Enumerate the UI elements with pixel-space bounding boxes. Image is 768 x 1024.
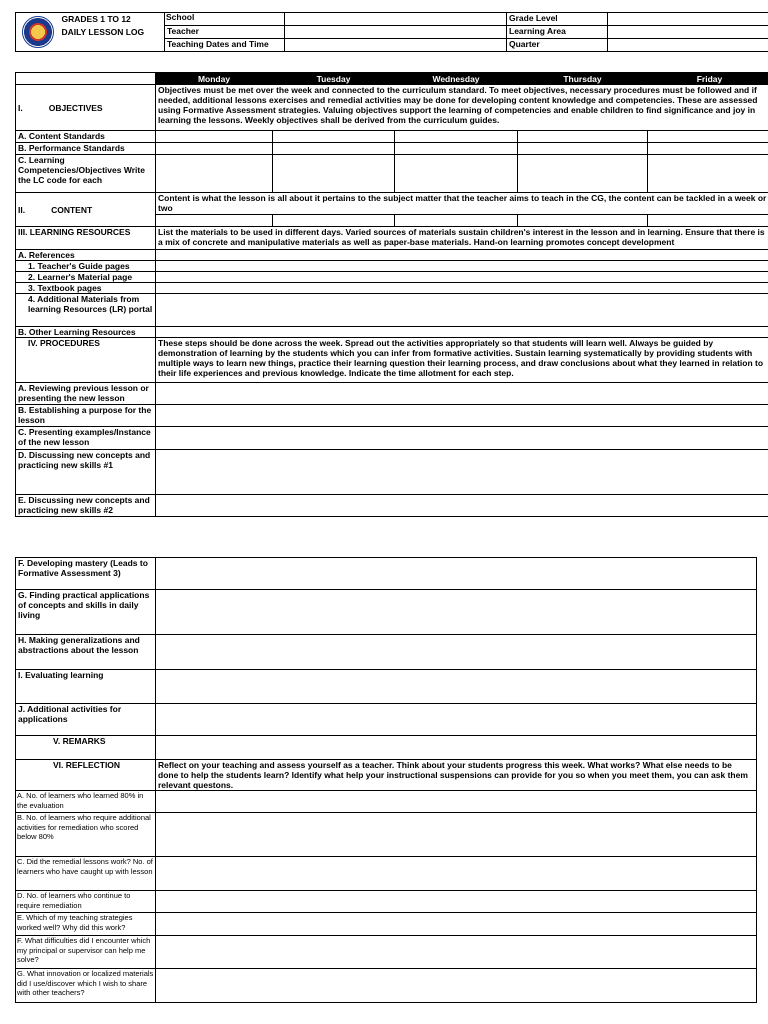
remarks-heading: V. REMARKS	[16, 736, 156, 760]
content-fri[interactable]	[648, 215, 768, 227]
objectives-guide: Objectives must be met over the week and connected to the curriculum standard. To meet objectives, necessary procedures must be followed and if needed, additional lessons exercises and remedial activities may be done for developing content knowledge and competencies. These are assessed using Formative Assessment strategies. Valuing objectives support the learning of competencies and enable children to find significance and joy in learning the lessons. Weekly objectives shall be derived from the curriculum guides.	[156, 85, 768, 131]
objectives-heading	[16, 85, 156, 131]
textbook-field[interactable]	[156, 283, 768, 294]
ref-c-label: C. Did the remedial lessons work? No. of learners who have caught up with lesson	[16, 857, 156, 891]
deped-seal-logo	[22, 16, 54, 48]
proc-h-label: H. Making generalizations and abstractions about the lesson	[16, 635, 156, 670]
content-standards-tue[interactable]	[273, 131, 395, 143]
proc-a-label: A. Reviewing previous lesson or presenting the new lesson	[16, 383, 156, 405]
teaching-dates-label: Teaching Dates and Time	[165, 39, 285, 52]
content-tue[interactable]	[273, 215, 395, 227]
proc-f-label: F. Developing mastery (Leads to Formative Assessment 3)	[16, 558, 156, 590]
proc-i-label: I. Evaluating learning	[16, 670, 156, 704]
day-thursday: Thursday	[518, 73, 648, 85]
performance-standards-mon[interactable]	[156, 143, 273, 155]
ref-f-field[interactable]	[156, 936, 757, 969]
learning-competencies-label: C. Learning Competencies/Objectives Write the LC code for each	[16, 155, 156, 193]
proc-b-label: B. Establishing a purpose for the lesson	[16, 405, 156, 427]
lesson-log-table-2	[15, 557, 757, 1003]
grade-level-field[interactable]	[608, 13, 768, 26]
additional-materials-label: 4. Additional Materials from learning Resources (LR) portal	[16, 294, 156, 327]
proc-e-field[interactable]	[156, 495, 768, 517]
proc-d-label: D. Discussing new concepts and practicing new skills #1	[16, 450, 156, 495]
header-table	[15, 12, 768, 52]
proc-e-label: E. Discussing new concepts and practicing new skills #2	[16, 495, 156, 517]
teachers-guide-field[interactable]	[156, 261, 768, 272]
proc-d-field[interactable]	[156, 450, 768, 495]
teachers-guide-label: 1. Teacher's Guide pages	[16, 261, 156, 272]
proc-g-label: G. Finding practical applications of concepts and skills in daily living	[16, 590, 156, 635]
school-field[interactable]	[285, 13, 507, 26]
proc-h-field[interactable]	[156, 635, 757, 670]
deped-seal-cell	[16, 13, 60, 52]
title-line1: GRADES 1 TO 12	[61, 14, 131, 24]
performance-standards-tue[interactable]	[273, 143, 395, 155]
teacher-field[interactable]	[285, 26, 507, 39]
title-cell	[60, 13, 165, 52]
additional-materials-field[interactable]	[156, 294, 768, 327]
grade-level-label: Grade Level	[507, 13, 608, 26]
learning-competencies-mon[interactable]	[156, 155, 273, 193]
days-corner	[16, 73, 156, 85]
reflection-guide: Reflect on your teaching and assess yourself as a teacher. Think about your students progress this week. What works? What else needs to be done to help the students learn? Identify what help your instructional suspensions can provide for you so when you meet them, you can ask them relevant questons.	[156, 760, 757, 791]
learning-competencies-tue[interactable]	[273, 155, 395, 193]
ref-e-label: E. Which of my teaching strategies worked well? Why did this work?	[16, 913, 156, 936]
learning-competencies-wed[interactable]	[395, 155, 518, 193]
content-num: II.	[18, 204, 26, 215]
school-label: School	[165, 13, 285, 26]
proc-c-label: C. Presenting examples/Instance of the new lesson	[16, 427, 156, 450]
learning-resources-guide: List the materials to be used in different days. Varied sources of materials sustain children's interest in the lesson and in learning. Ensure that there is a mix of concrete and manipulative materials as well as paper-base materials. Hand-on learning promotes concept development	[156, 227, 768, 250]
proc-g-field[interactable]	[156, 590, 757, 635]
content-standards-mon[interactable]	[156, 131, 273, 143]
ref-c-field[interactable]	[156, 857, 757, 891]
day-tuesday: Tuesday	[273, 73, 395, 85]
ref-g-field[interactable]	[156, 969, 757, 1003]
other-resources-label: B. Other Learning Resources	[16, 327, 156, 338]
day-friday: Friday	[648, 73, 768, 85]
ref-d-label: D. No. of learners who continue to require remediation	[16, 891, 156, 913]
content-wed[interactable]	[395, 215, 518, 227]
ref-d-field[interactable]	[156, 891, 757, 913]
title-line2: DAILY LESSON LOG	[61, 27, 145, 37]
ref-e-field[interactable]	[156, 913, 757, 936]
ref-g-label: G. What innovation or localized materials did I use/discover which I wish to share with other teachers?	[16, 969, 156, 1003]
reflection-heading: VI. REFLECTION	[16, 760, 156, 791]
references-label: A. References	[16, 250, 156, 261]
proc-j-field[interactable]	[156, 704, 757, 736]
ref-a-label: A. No. of learners who learned 80% in the evaluation	[16, 791, 156, 813]
day-wednesday: Wednesday	[395, 73, 518, 85]
content-standards-thu[interactable]	[518, 131, 648, 143]
learners-material-label: 2. Learner's Material page	[16, 272, 156, 283]
performance-standards-wed[interactable]	[395, 143, 518, 155]
proc-a-field[interactable]	[156, 383, 768, 405]
proc-f-field[interactable]	[156, 558, 757, 590]
other-resources-field[interactable]	[156, 327, 768, 338]
ref-a-field[interactable]	[156, 791, 757, 813]
learners-material-field[interactable]	[156, 272, 768, 283]
quarter-field[interactable]	[608, 39, 768, 52]
teacher-label: Teacher	[165, 26, 285, 39]
content-standards-wed[interactable]	[395, 131, 518, 143]
references-field[interactable]	[156, 250, 768, 261]
ref-b-field[interactable]	[156, 813, 757, 857]
lesson-log-table-1	[15, 72, 768, 517]
ref-f-label: F. What difficulties did I encounter which my principal or supervisor can help me solve?	[16, 936, 156, 969]
performance-standards-fri[interactable]	[648, 143, 768, 155]
quarter-label: Quarter	[507, 39, 608, 52]
content-heading	[16, 193, 156, 227]
learning-competencies-thu[interactable]	[518, 155, 648, 193]
procedures-guide: These steps should be done across the week. Spread out the activities appropriately so that students will learn well. Always be guided by demonstration of learning by the students which you can infer from formative activities. Sustain learning systematically by providing students with multiple ways to learn new things, practice their learning question their learning process, and draw conclusions about what they learned in relation to their life experiences and previous knowledge. Indicate the time allotment for each step.	[156, 338, 768, 383]
content-guide: Content is what the lesson is all about it pertains to the subject matter that the teacher aims to teach in the CG, the content can be tackled in a week or two	[156, 193, 768, 215]
proc-i-field[interactable]	[156, 670, 757, 704]
performance-standards-label: B. Performance Standards	[16, 143, 156, 155]
objectives-label: OBJECTIVES	[48, 102, 103, 113]
procedures-heading: IV. PROCEDURES	[16, 338, 156, 383]
content-mon[interactable]	[156, 215, 273, 227]
day-monday: Monday	[156, 73, 273, 85]
days-header-row	[16, 73, 768, 85]
learning-resources-heading: III. LEARNING RESOURCES	[16, 227, 156, 250]
content-label: CONTENT	[51, 204, 93, 215]
performance-standards-thu[interactable]	[518, 143, 648, 155]
learning-area-field[interactable]	[608, 26, 768, 39]
learning-competencies-fri[interactable]	[648, 155, 768, 193]
objectives-num: I.	[18, 102, 23, 113]
remarks-field[interactable]	[156, 736, 757, 760]
proc-b-field[interactable]	[156, 405, 768, 427]
content-standards-label: A. Content Standards	[16, 131, 156, 143]
teaching-dates-field[interactable]	[285, 39, 507, 52]
content-thu[interactable]	[518, 215, 648, 227]
ref-b-label: B. No. of learners who require additional activities for remediation who scored below 80%	[16, 813, 156, 857]
proc-c-field[interactable]	[156, 427, 768, 450]
learning-area-label: Learning Area	[507, 26, 608, 39]
content-standards-fri[interactable]	[648, 131, 768, 143]
textbook-label: 3. Textbook pages	[16, 283, 156, 294]
proc-j-label: J. Additional activities for applications	[16, 704, 156, 736]
